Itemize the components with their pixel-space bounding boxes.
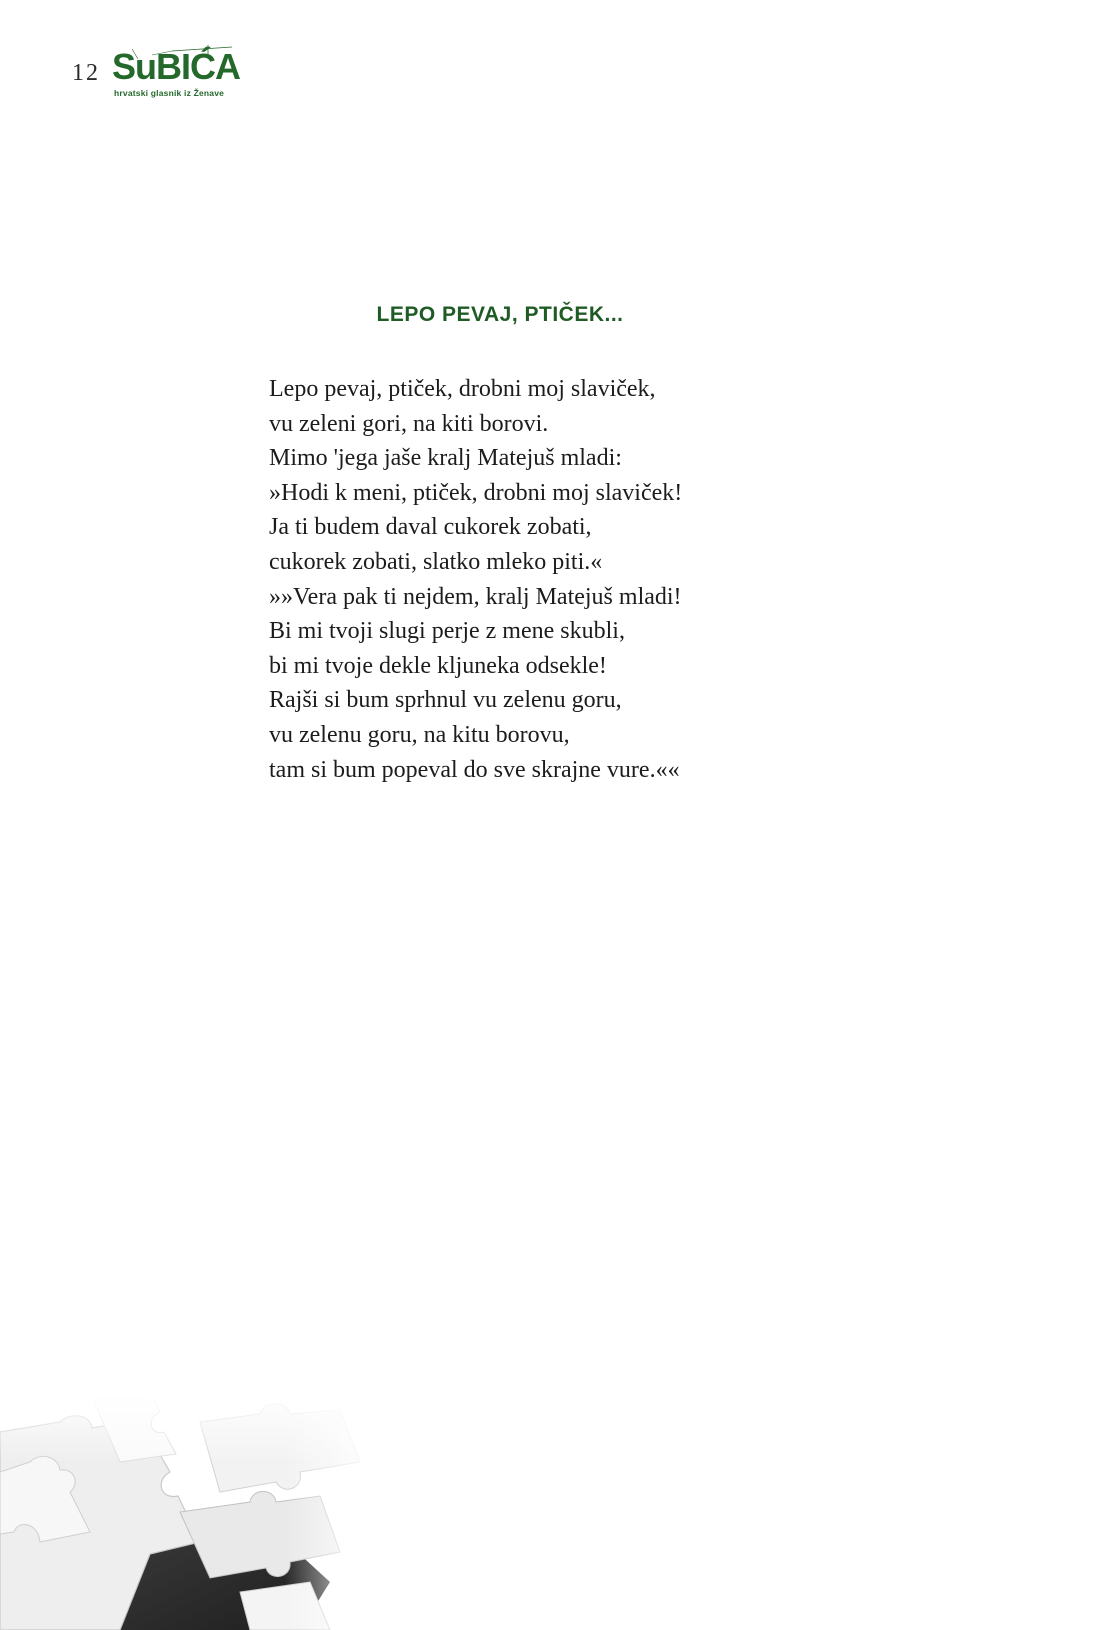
poem-line: Ja ti budem daval cukorek zobati, — [269, 514, 592, 541]
poem-line: vu zeleni gori, na kiti borovi. — [269, 410, 549, 437]
poem-line: Bi mi tvoji slugi perje z mene skubli, — [269, 618, 625, 645]
poem-line: »»Vera pak ti nejdem, kralj Matejuš mladi! — [269, 583, 682, 610]
logo-tagline: hrvatski glasnik iz Ženave — [114, 88, 225, 98]
puzzle-pieces-image — [0, 1392, 380, 1630]
poem-line: »Hodi k meni, ptiček, drobni moj slaviček! — [269, 479, 683, 506]
poem-line: Mimo 'jega jaše kralj Matejuš mladi: — [269, 445, 622, 472]
poem-line: cukorek zobati, slatko mleko piti.« — [269, 548, 603, 575]
poem-title: LEPO PEVAJ, PTIČEK... — [376, 303, 624, 326]
poem-body — [269, 372, 682, 787]
page-number: 12 — [72, 60, 100, 86]
poem-line: bi mi tvoje dekle kljuneka odsekle! — [269, 652, 607, 679]
logo-wordmark: SuBIĆA — [112, 46, 240, 87]
poem-line: vu zelenu goru, na kitu borovu, — [269, 721, 570, 748]
poem-line: Lepo pevaj, ptiček, drobni moj slaviček, — [269, 376, 656, 402]
poem-line: tam si bum popeval do sve skrajne vure.«« — [269, 756, 680, 783]
poem-line: Rajši si bum sprhnul vu zelenu goru, — [269, 687, 622, 714]
publication-logo — [112, 45, 242, 107]
